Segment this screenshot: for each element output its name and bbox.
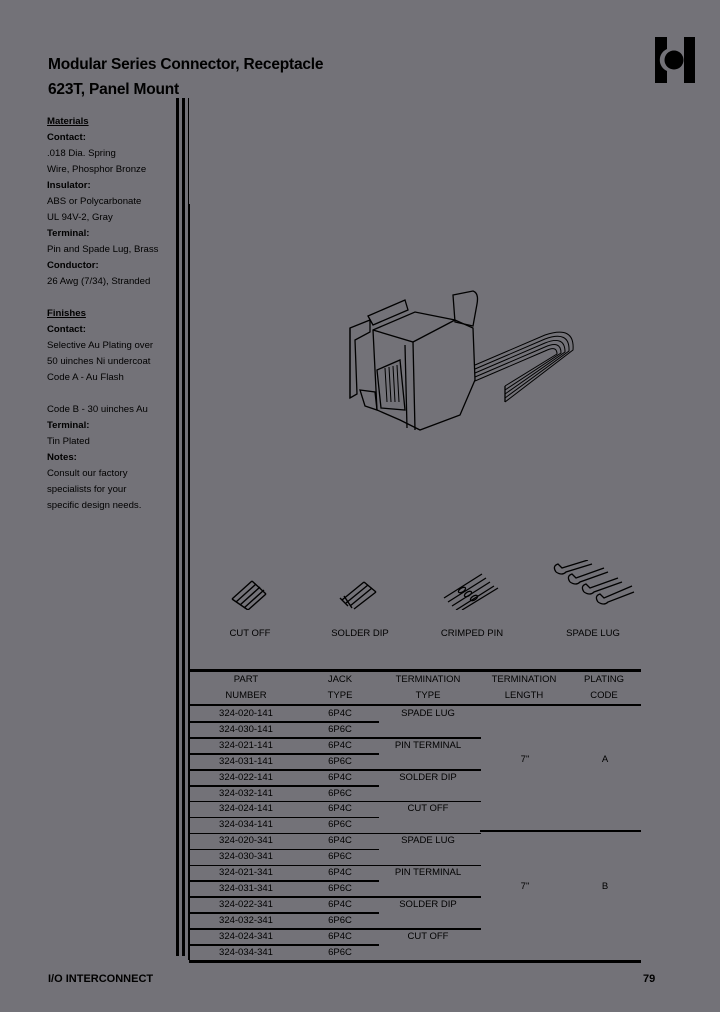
jack-type-cell: 6P6C <box>328 946 352 958</box>
crimped-pin-icon <box>442 570 502 610</box>
part-number-cell: 324-034-341 <box>219 946 273 958</box>
spec-text: Code A - Au Flash <box>47 372 124 383</box>
part-number-cell: 324-024-341 <box>219 930 273 942</box>
part-number-cell: 324-021-341 <box>219 867 273 878</box>
notes-label: Notes: <box>47 452 77 463</box>
connector-illustration <box>345 290 595 440</box>
termination-length-block-1: 7" <box>520 754 530 765</box>
jack-type-cell: 6P6C <box>328 723 352 735</box>
termination-type-cell: CUT OFF <box>407 803 449 815</box>
finish-contact-label: Contact: <box>47 324 86 335</box>
table-bottom-rule <box>189 960 641 963</box>
termination-label: SPADE LUG <box>566 628 620 639</box>
spec-text: 26 Awg (7/34), Stranded <box>47 276 151 287</box>
header-jack-type: JACK TYPE <box>327 674 353 701</box>
part-number-cell: 324-022-141 <box>219 771 273 783</box>
jack-type-cell: 6P4C <box>328 898 352 910</box>
jack-type-cell: 6P6C <box>328 819 352 831</box>
part-number-cell: 324-030-341 <box>219 851 273 863</box>
solder-dip-icon <box>338 570 382 610</box>
jack-type-cell: 6P4C <box>328 867 352 878</box>
spec-text: Selective Au Plating over <box>47 340 154 351</box>
specifications-sidebar <box>47 114 172 514</box>
header-termination-length: TERMINATION LENGTH <box>491 674 557 701</box>
jack-type-cell: 6P4C <box>328 739 352 751</box>
table-header-rule <box>189 704 641 706</box>
termination-crimped-pin <box>417 570 527 639</box>
notes-text: specialists for your <box>47 484 127 495</box>
finishes-heading: Finishes <box>47 308 86 319</box>
termination-label: SOLDER DIP <box>331 628 389 639</box>
part-number-cell: 324-022-341 <box>219 898 273 910</box>
part-number-cell: 324-020-341 <box>219 835 273 847</box>
notes-text: specific design needs. <box>47 500 142 511</box>
termination-type-cell: CUT OFF <box>407 930 449 942</box>
jack-type-cell: 6P4C <box>328 803 352 815</box>
conductor-label: Conductor: <box>47 260 99 271</box>
plating-code-block-1: A <box>601 754 609 765</box>
part-number-cell: 324-021-141 <box>219 739 273 751</box>
termination-length-block-2: 7" <box>520 881 530 892</box>
block-divider-rule <box>480 830 641 832</box>
spec-text: Wire, Phosphor Bronze <box>47 164 147 175</box>
spec-text: Code B - 30 uinches Au <box>47 404 148 415</box>
termination-type-cell: PIN TERMINAL <box>394 867 462 878</box>
jack-type-cell: 6P6C <box>328 882 352 894</box>
title-line-2: 623T, Panel Mount <box>48 81 179 98</box>
jack-type-cell: 6P4C <box>328 930 352 942</box>
insulator-label: Insulator: <box>47 180 91 191</box>
divider-line <box>188 204 190 960</box>
part-number-cell: 324-032-341 <box>219 914 273 926</box>
materials-heading: Materials <box>47 116 89 127</box>
termination-label: CRIMPED PIN <box>440 628 504 639</box>
spec-text: 50 uinches Ni undercoat <box>47 356 151 367</box>
divider-line <box>182 98 185 956</box>
spec-text: Pin and Spade Lug, Brass <box>47 244 159 255</box>
part-number-cell: 324-020-141 <box>219 708 273 719</box>
part-number-cell: 324-034-141 <box>219 819 273 831</box>
termination-type-cell: SOLDER DIP <box>399 771 457 783</box>
jack-type-cell: 6P4C <box>328 708 352 719</box>
header-plating-code: PLATING CODE <box>584 674 624 701</box>
termination-type-cell: PIN TERMINAL <box>394 739 462 751</box>
terminal-label: Terminal: <box>47 228 90 239</box>
title-line-1: Modular Series Connector, Receptacle <box>48 56 324 73</box>
contact-label: Contact: <box>47 132 86 143</box>
company-logo-icon <box>655 37 695 83</box>
part-number-cell: 324-030-141 <box>219 723 273 735</box>
footer-section-name: I/O INTERCONNECT <box>48 973 154 985</box>
termination-label: CUT OFF <box>229 628 271 639</box>
jack-type-cell: 6P4C <box>328 835 352 847</box>
termination-solder-dip <box>305 570 415 639</box>
part-number-cell: 324-032-141 <box>219 787 273 799</box>
divider-line <box>188 98 189 204</box>
spec-text: ABS or Polycarbonate <box>47 196 142 207</box>
termination-cut-off <box>195 570 305 639</box>
part-number-cell: 324-031-141 <box>219 755 273 767</box>
jack-type-cell: 6P6C <box>328 755 352 767</box>
termination-type-cell: SPADE LUG <box>401 835 455 847</box>
termination-spade-lug <box>538 560 648 639</box>
spade-lug-icon <box>548 560 638 610</box>
jack-type-cell: 6P6C <box>328 914 352 926</box>
page-title <box>48 52 323 102</box>
table-top-rule <box>189 669 641 672</box>
spec-text: Tin Plated <box>47 436 90 447</box>
finish-terminal-label: Terminal: <box>47 420 90 431</box>
header-part-number: PART NUMBER <box>225 674 267 701</box>
plating-code-block-2: B <box>601 881 609 892</box>
page-number: 79 <box>643 973 656 985</box>
termination-type-cell: SPADE LUG <box>401 708 455 719</box>
jack-type-cell: 6P6C <box>328 787 352 799</box>
termination-type-cell: SOLDER DIP <box>399 898 457 910</box>
part-number-cell: 324-024-141 <box>219 803 273 815</box>
spec-text: UL 94V-2, Gray <box>47 212 113 223</box>
header-termination-type: TERMINATION TYPE <box>395 674 461 701</box>
jack-type-cell: 6P4C <box>328 771 352 783</box>
notes-text: Consult our factory <box>47 468 128 479</box>
divider-line <box>176 98 179 956</box>
jack-type-cell: 6P6C <box>328 851 352 863</box>
part-number-cell: 324-031-341 <box>219 882 273 894</box>
spec-text: .018 Dia. Spring <box>47 148 116 159</box>
cut-off-icon <box>230 570 270 610</box>
